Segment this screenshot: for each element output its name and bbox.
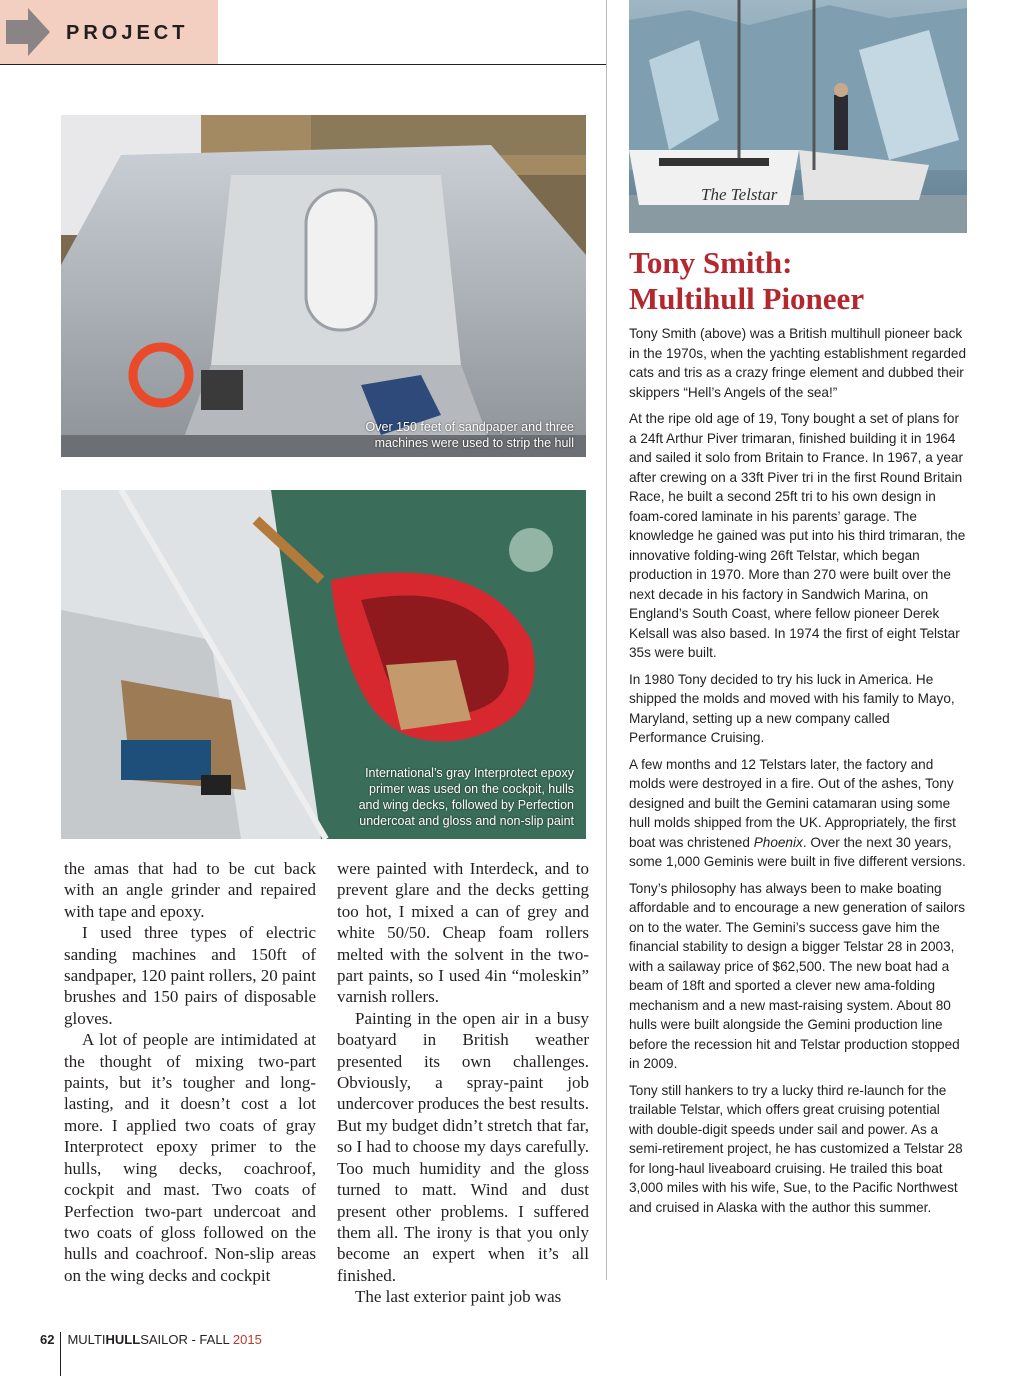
- paragraph: the amas that had to be cut back with an angle grinder and repaired with tape and epoxy.: [64, 859, 316, 921]
- section-label: PROJECT: [66, 22, 189, 44]
- paragraph: The last exterior paint job was: [355, 1287, 562, 1307]
- section-tab: [0, 0, 218, 64]
- sidebar-title: Tony Smith: Multihull Pioneer: [629, 245, 865, 316]
- sidebar-paragraph: In 1980 Tony decided to try his luck in America. He shipped the molds and moved with his family to Mayo, Maryland, setting up a new company called Performance Cruising.: [629, 671, 955, 745]
- deck-dinghy-photo: [61, 490, 586, 839]
- sidebar-paragraph: Tony’s philosophy has always been to make boating affordable and to encourage a new generation of sailors on to the water. The Gemini’s success gave him the financial stability to design a bigger Telstar 28 in 2003, with a sailaway price of $62,500. The new boat had a beam of 18ft and sported a clever new ama-folding mechanism and a new mast-raising system. About 80 hulls were built alongside the Gemini production line before the recession hit and Telstar production stopped in 2009.: [629, 880, 966, 1071]
- page-number: 62: [40, 1332, 55, 1347]
- paragraph: Painting in the open air in a busy boatyard in British weather presented its own challenges. Obviously, a spray-paint job undercover produces the best results. But my budget didn’t stretch that far, so I had to choose my days carefully. Too much humidity and the gloss turned to matt. Wind and dust present other problems. I suffered them all. The irony is that you only become an expert when it’s all finished.: [337, 1008, 589, 1285]
- sidebar-paragraph: At the ripe old age of 19, Tony bought a set of plans for a 24ft Arthur Piver trimaran, finished building it in 1964 and sailed it solo from Britain to France. In 1967, a year after crewing on a 33ft Piver tri in the first Round Britain Race, he built a second 25ft tri to his own design in foam-cored laminate in his parents’ garage. The knowledge he gained was put into his third trimaran, the innovative folding-wing 26ft Telstar, which began production in 1970. More than 270 were built over the next decade in his factory in Sandwich Marina, on England’s South Coast, where fellow pioneer Derek Kelsall was also based. In 1974 the first of eight Telstar 35s were built.: [629, 411, 966, 660]
- photo-caption: International’s gray Interprotect epoxy primer was used on the cockpit, hulls and wing decks, followed by Perfection undercoat and gloss and non-slip paint: [358, 766, 574, 828]
- article-column-1: [64, 858, 316, 1286]
- paragraph: I used three types of electric sanding machines and 150ft of sandpaper, 120 paint rollers, 20 paint brushes and 150 pairs of disposable gloves.: [64, 923, 316, 1028]
- photo-caption: Over 150 feet of sandpaper and three machines were used to strip the hull: [365, 420, 574, 450]
- magazine-name: MULTIHULLSAILOR - FALL 2015: [67, 1332, 262, 1347]
- cockpit-stripping-photo: [61, 115, 586, 457]
- telstar-glacier-photo: [629, 0, 967, 233]
- footer-divider: [60, 1332, 61, 1376]
- sidebar-body: [629, 324, 967, 1224]
- boat-name: The Telstar: [701, 185, 778, 204]
- page-footer: [40, 1332, 262, 1376]
- paragraph: A lot of people are intimidated at the thought of mixing two-part paints, but it’s tougher and long-lasting, and it doesn’t cost a lot more. I applied two coats of gray Interprotect epoxy primer to the hulls, wing decks, coachroof, cockpit and mast. Two coats of Perfection two-part undercoat and two coats of gloss followed on the hulls and coachroof. Non-slip areas on the wing decks and cockpit: [64, 1030, 316, 1285]
- sidebar-paragraph: A few months and 12 Telstars later, the factory and molds were destroyed in a fire. Out of the ashes, Tony designed and built the Gemini catamaran using some hull molds shipped from the UK. Appropriately, the first boat was christened Phoenix. Over the next 30 years, some 1,000 Geminis were built in five different versions.: [629, 756, 966, 869]
- paragraph: were painted with Interdeck, and to prevent glare and the decks getting too hot, I mixed a can of grey and white 50/50. Cheap foam rollers melted with the solvent in the two-part paints, so I used 4in “moleskin” varnish rollers.: [337, 859, 589, 1007]
- header-rule: [0, 64, 606, 65]
- sidebar-paragraph: Tony still hankers to try a lucky third re-launch for the trailable Telstar, which offers great cruising potential with double-digit speeds under sail and power. As a semi-retirement project, he has customized a Telstar 28 for long-haul liveaboard cruising. He trailed this boat 3,000 miles with his wife, Sue, to the Pacific Northwest and cruised in Alaska with the author this summer.: [629, 1082, 963, 1215]
- sidebar-paragraph: Tony Smith (above) was a British multihull pioneer back in the 1970s, when the yachting establishment regarded cats and tris as a crazy fringe element and dubbed their skippers “Hell’s Angels of the sea!”: [629, 326, 967, 400]
- column-divider: [606, 0, 607, 1280]
- arrow-icon: [6, 6, 50, 58]
- article-column-2: [337, 858, 589, 1308]
